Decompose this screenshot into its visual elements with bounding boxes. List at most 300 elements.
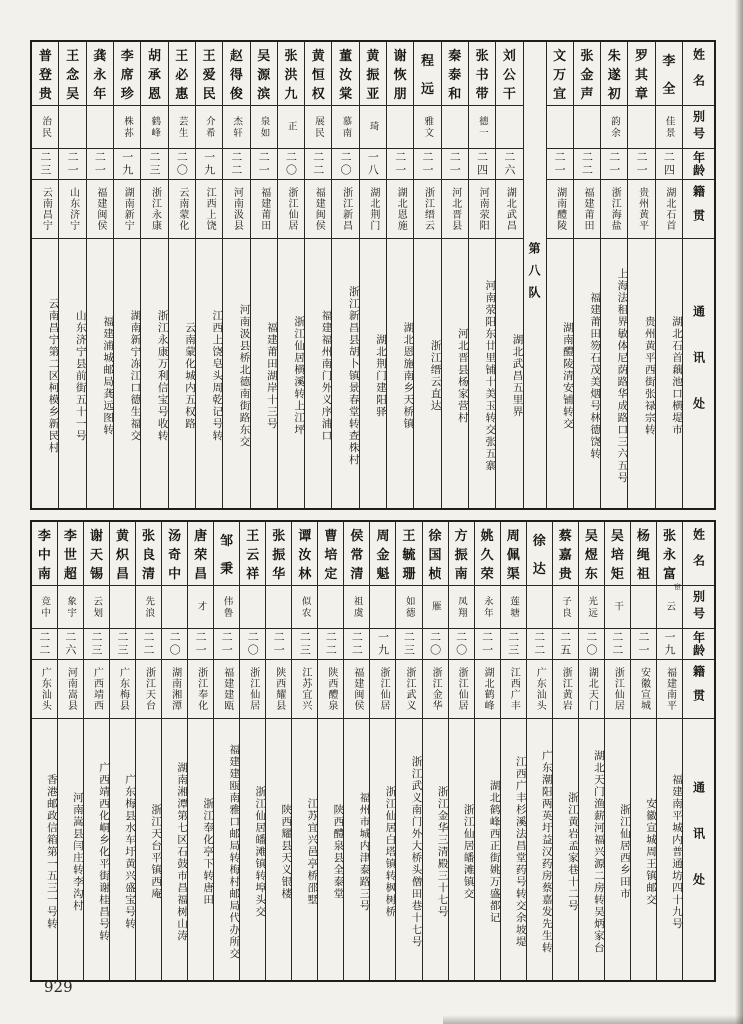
person-name: [442, 42, 468, 106]
person-entry: [656, 42, 683, 508]
header-name: 姓名: [683, 42, 714, 106]
person-age: 二二: [305, 149, 331, 180]
person-name-text: 赵 得 俊: [229, 48, 243, 103]
person-native-place: 安徽宣城: [631, 660, 656, 719]
person-age: 一九: [657, 629, 682, 660]
person-alias: 象宇: [58, 586, 83, 629]
person-alias: 展民: [305, 106, 331, 149]
person-name-text: 刘 公 干: [502, 48, 516, 103]
person-age: 二〇: [240, 629, 265, 660]
person-age: 二二: [136, 629, 161, 660]
person-age: 二二: [574, 149, 600, 180]
person-name: [136, 522, 161, 586]
person-name: [423, 522, 448, 586]
person-entry: [423, 522, 449, 980]
person-age: 二〇: [423, 629, 448, 660]
person-age: 二三: [32, 149, 58, 180]
person-address: 云南蒙化城内五权路: [183, 322, 196, 430]
person-alias: [318, 586, 343, 629]
person-age: 二〇: [162, 629, 187, 660]
person-name-text: 王 念 吴: [66, 48, 80, 103]
person-age: 二二: [344, 629, 369, 660]
person-name: [188, 522, 213, 586]
person-age: 二三: [141, 149, 167, 180]
person-age: 二一: [87, 149, 113, 180]
person-name: [141, 42, 167, 106]
person-entry: [223, 42, 250, 508]
header-age: 年龄: [683, 149, 714, 180]
person-name: [266, 522, 291, 586]
person-age: 二二: [223, 149, 249, 180]
person-name-text: 罗 其 章: [635, 48, 649, 103]
person-address: 江苏宜兴邑亭桥邵墅: [306, 798, 319, 906]
person-native-place: 浙江武义: [396, 660, 421, 719]
person-entry: [601, 42, 628, 508]
person-entry: [387, 42, 414, 508]
person-alias: 琦: [360, 106, 386, 149]
person-name: [32, 522, 57, 586]
person-age: 二一: [601, 149, 627, 180]
person-name-text: 杨 绳 祖: [636, 528, 650, 583]
person-alias: 干: [605, 586, 630, 629]
person-age: 二一: [266, 629, 291, 660]
person-alias: [59, 106, 85, 149]
person-native-place: 浙江新昌: [332, 180, 358, 239]
person-address: 福建南平城内普通坊四十九号: [671, 774, 683, 930]
person-entry: [469, 42, 496, 508]
person-entry: [266, 522, 292, 980]
person-alias: 光远: [579, 586, 604, 629]
header-name: 姓名: [683, 522, 714, 586]
person-name: [628, 42, 654, 106]
person-alias: [574, 106, 600, 149]
person-address: 湖南湘潭第七区石鼓市昌福树山涛: [176, 762, 189, 942]
person-native-place: 湖北荆门: [360, 180, 386, 239]
person-name-text: 李 中 南: [37, 528, 51, 583]
person-name-text: 吴 源 滨: [257, 48, 271, 103]
person-age: 一八: [360, 149, 386, 180]
person-name: [370, 522, 395, 586]
person-alias: 佳景: [656, 106, 682, 149]
person-address: 贵州黄平西街张禄宗转: [643, 316, 656, 436]
person-address: 福建莆田湖岸十三号: [265, 322, 278, 430]
person-name: [278, 42, 304, 106]
person-address: 福建浦城邮局龚远图转: [102, 316, 115, 436]
person-entry: [114, 42, 141, 508]
person-native-place: 广东汕头: [32, 660, 57, 719]
person-entry: [318, 522, 344, 980]
person-native-place: 湖北鹤峰: [475, 660, 500, 719]
person-alias: 介希: [196, 106, 222, 149]
person-name: [32, 42, 58, 106]
person-native-place: 福建建瓯: [214, 660, 239, 719]
person-entry: [631, 522, 657, 980]
person-name-text: 姚 久 荣: [480, 528, 494, 583]
person-address: 浙江永康万利信宝号收转: [156, 310, 169, 442]
person-name: [110, 522, 135, 586]
person-native-place: 福建闽侯: [344, 660, 369, 719]
person-entry: [196, 42, 223, 508]
person-alias: 云: [657, 586, 682, 629]
person-native-place: 广东汕头: [527, 660, 552, 719]
person-alias: 鹤峰: [141, 106, 167, 149]
person-alias: [240, 586, 265, 629]
person-age: 二〇: [579, 629, 604, 660]
person-address: 福建福州南门外义序浦口: [320, 310, 333, 442]
person-age: 二一: [251, 149, 277, 180]
person-age: 二三: [84, 629, 109, 660]
header-address: 通讯处: [691, 780, 706, 919]
person-address: 浙江仙居皤滩镇转埠头交: [254, 786, 267, 918]
person-name: [318, 522, 343, 586]
person-address: 陕西耀县天义银楼: [280, 804, 293, 900]
person-name: [305, 42, 331, 106]
person-name: [631, 522, 656, 586]
header-alias: 别号: [683, 586, 714, 629]
person-name-text: 谢 天 锡: [89, 528, 103, 583]
person-address: 河南嵩县闫庄转李沟村: [71, 792, 84, 912]
person-native-place: 贵州黄平: [628, 180, 654, 239]
person-age: 二二: [605, 629, 630, 660]
person-name-text: 秦 泰 和: [448, 48, 462, 103]
person-name-text: 方 振 南: [454, 528, 468, 583]
person-address: 福州市城内津泰路三号: [358, 792, 371, 912]
person-age: 二〇: [278, 149, 304, 180]
person-native-place: 江西上饶: [196, 180, 222, 239]
person-name: [496, 42, 522, 106]
person-native-place: 浙江仙居: [370, 660, 395, 719]
person-name: [344, 522, 369, 586]
person-entry: [574, 42, 601, 508]
person-address: 浙江天台平镇西庵: [150, 804, 163, 900]
person-address: 湖北武昌五里界: [511, 334, 524, 418]
person-entry: [360, 42, 387, 508]
person-age: 二〇: [332, 149, 358, 180]
person-name: [601, 42, 627, 106]
person-address: 香港邮政信箱第一五三一号转: [45, 774, 58, 930]
person-name-text: 谢 恢 朋: [393, 48, 407, 103]
person-name: [547, 42, 573, 106]
person-age: 二一: [188, 629, 213, 660]
person-alias: 竞中: [32, 586, 57, 629]
person-age: 二三: [110, 629, 135, 660]
person-age: 二六: [58, 629, 83, 660]
person-alias: [110, 586, 135, 629]
person-name-text: 张 书 带: [475, 48, 489, 103]
person-address: 广西靖西化峒乡化平街谢桂昌号转: [97, 762, 110, 942]
person-address: 安徽宣城周王镇邮交: [644, 798, 657, 906]
person-name-text: 周 佩 渠: [506, 528, 520, 583]
person-native-place: 河南汲县: [223, 180, 249, 239]
person-entry: [188, 522, 214, 980]
person-native-place: 广东梅县: [110, 660, 135, 719]
person-name: [469, 42, 495, 106]
person-name: [292, 522, 317, 586]
person-address: 浙江黄岩孟家巷十二号: [566, 792, 579, 912]
person-alias: 雅文: [414, 106, 440, 149]
person-address: 湖北石首藕池口横堤市: [671, 316, 683, 436]
person-name-text: 黄 炽 昌: [115, 528, 129, 583]
person-entry: [475, 522, 501, 980]
person-native-place: 湖南湘潭: [162, 660, 187, 719]
person-native-place: 浙江仙居: [240, 660, 265, 719]
person-native-place: 湖北天门: [579, 660, 604, 719]
person-entry: [547, 42, 574, 508]
person-native-place: 湖南醴陵: [547, 180, 573, 239]
person-address: 广东梅县水车圩黄兴盛宝号转: [124, 774, 137, 930]
person-name: [527, 522, 552, 586]
column-headers: [683, 42, 714, 508]
person-alias: 祖虞: [344, 586, 369, 629]
squad-column: [524, 42, 547, 508]
person-alias: 凤翔: [449, 586, 474, 629]
person-native-place: 浙江黄岩: [553, 660, 578, 719]
person-alias: [628, 106, 654, 149]
scan-edge-shadow-right: [735, 0, 743, 1024]
person-age: 二一: [628, 149, 654, 180]
person-native-place: 浙江仙居: [278, 180, 304, 239]
person-name: [579, 522, 604, 586]
scan-edge-shadow-bottom: [443, 1015, 743, 1024]
person-name-text: 李 世 超: [63, 528, 77, 583]
person-entry: [240, 522, 266, 980]
person-alias: [631, 586, 656, 629]
person-name-text: 胡 承 恩: [148, 48, 162, 103]
person-native-place: 河南荥阳: [469, 180, 495, 239]
person-alias: [547, 106, 573, 149]
person-entry: [87, 42, 114, 508]
person-name-text: 朱 遂 初: [607, 48, 621, 103]
person-name: [387, 42, 413, 106]
person-age: 二二: [32, 629, 57, 660]
person-entry: [305, 42, 332, 508]
person-alias: 才: [188, 586, 213, 629]
person-name: [251, 42, 277, 106]
person-entry: [442, 42, 469, 508]
person-name: [59, 42, 85, 106]
person-name: [657, 522, 682, 591]
person-name-text: 蔡 嘉 贵: [558, 528, 572, 583]
person-alias: 杰轩: [223, 106, 249, 149]
person-native-place: 浙江缙云: [414, 180, 440, 239]
person-alias: 治民: [32, 106, 58, 149]
person-entry: [162, 522, 188, 980]
person-age: 二一: [631, 629, 656, 660]
person-name-text: 张 金 声: [580, 48, 594, 103]
person-native-place: 湖南新宁: [114, 180, 140, 239]
person-alias: [370, 586, 395, 629]
person-native-place: 陕西耀县: [266, 660, 291, 719]
person-name-text: 徐 达: [532, 533, 546, 578]
person-address: 江西广丰杉溪法昌堂药号转交余坡堤: [514, 756, 527, 948]
person-address: 浙江新昌县胡卜镇景春堂转查株村: [347, 286, 360, 466]
person-address: 湖南醴陵清安铺转交: [561, 322, 574, 430]
person-name-text: 王 必 惠: [175, 48, 189, 103]
person-name: [574, 42, 600, 106]
person-name: [605, 522, 630, 586]
person-age: 二六: [496, 149, 522, 180]
person-native-place: 湖北石首: [656, 180, 682, 239]
person-alias: 德一: [469, 106, 495, 149]
person-name: [656, 42, 682, 106]
person-entry: [141, 42, 168, 508]
person-name-text: 张 良 清: [142, 528, 156, 583]
person-address: 浙江奉化亭下转唐田: [202, 798, 215, 906]
person-alias: [442, 106, 468, 149]
person-entry: [370, 522, 396, 980]
person-native-place: 福建闽侯: [87, 180, 113, 239]
person-address: 云南昌宁第二区柯模乡新民村: [47, 298, 60, 454]
person-entry: [332, 42, 359, 508]
person-entry: [169, 42, 196, 508]
person-age: 二四: [469, 149, 495, 180]
person-address: 河南荥阳东廿里铺十美玉转交张五寨: [484, 280, 497, 472]
person-age: 二一: [59, 149, 85, 180]
person-name-text: 吴 培 矩: [610, 528, 624, 583]
person-entry: [136, 522, 162, 980]
person-name-text: 曹 培 定: [324, 528, 338, 583]
person-age: 二四: [656, 149, 682, 180]
top-section: [30, 40, 716, 510]
directory-table: [30, 40, 716, 982]
person-name-text: 吴 煜 东: [584, 528, 598, 583]
person-alias: 如德: [396, 586, 421, 629]
person-name-text: 王 爱 民: [202, 48, 216, 103]
person-address: 湖北天门渔薪河福兴源二房转吴炳家台: [592, 750, 605, 954]
person-native-place: 浙江金华: [423, 660, 448, 719]
person-address: 浙江仙居横溪转上江坪: [293, 316, 306, 436]
person-alias: 云划: [84, 586, 109, 629]
person-alias: 雁: [423, 586, 448, 629]
person-entry: [527, 522, 553, 980]
person-name-text: 王 毓 珊: [402, 528, 416, 583]
person-address: 浙江仙居西乡田市: [618, 804, 631, 900]
person-name: [58, 522, 83, 586]
person-name: [414, 42, 440, 106]
person-name-text: 汤 奇 中: [168, 528, 182, 583]
person-address: 上海法租界敏体尼荫路华成路口三六五号: [616, 268, 629, 484]
person-age: 二二: [527, 629, 552, 660]
person-name-text: 文 万 宜: [553, 48, 567, 103]
person-alias: 泉如: [251, 106, 277, 149]
person-address: 浙江仙居皤滩镇交: [462, 804, 475, 900]
person-native-place: 湖北武昌: [496, 180, 522, 239]
person-entry: [32, 42, 59, 508]
person-name: [449, 522, 474, 586]
person-name-text: 李 全: [662, 53, 676, 98]
person-native-place: 河北晋县: [442, 180, 468, 239]
person-native-place: 江苏宜兴: [292, 660, 317, 719]
person-name-text: 黄 恒 权: [311, 48, 325, 103]
person-alias: 伟鲁: [214, 586, 239, 629]
person-alias: 永年: [475, 586, 500, 629]
person-entry: [110, 522, 136, 980]
person-alias: 子良: [553, 586, 578, 629]
person-entry: [278, 42, 305, 508]
person-entry: [32, 522, 58, 980]
person-native-place: 浙江永康: [141, 180, 167, 239]
person-age: 二五: [553, 629, 578, 660]
person-name: [196, 42, 222, 106]
person-native-place: 湖北恩施: [387, 180, 413, 239]
person-native-place: 浙江海盐: [601, 180, 627, 239]
person-entry: [579, 522, 605, 980]
person-entry: [344, 522, 370, 980]
person-address: 浙江武义南门外大桥头僧田巷十七号: [410, 756, 423, 948]
person-alias: 韵余: [601, 106, 627, 149]
person-alias: 似农: [292, 586, 317, 629]
person-name: [114, 42, 140, 106]
person-address: 浙江仙居白塔镇转枫树桥: [384, 786, 397, 918]
person-name-text: 龚 永 年: [93, 48, 107, 103]
person-entry: [657, 522, 683, 980]
person-alias: [87, 106, 113, 149]
person-alias: 芸生: [169, 106, 195, 149]
person-entry: [58, 522, 84, 980]
person-entry: [84, 522, 110, 980]
person-native-place: 河南嵩县: [58, 660, 83, 719]
person-entry: [414, 42, 441, 508]
person-name: [360, 42, 386, 106]
person-name: [84, 522, 109, 586]
person-name: [553, 522, 578, 586]
person-native-place: 福建南平: [657, 660, 682, 719]
person-address: 河北晋县杨家营村: [456, 328, 469, 424]
header-age: 年龄: [683, 629, 714, 660]
person-native-place: 陕西醴泉: [318, 660, 343, 719]
person-age: 二一: [475, 629, 500, 660]
person-native-place: 福建莆田: [574, 180, 600, 239]
person-name-text: 程 远: [420, 53, 434, 98]
person-name: [214, 522, 239, 586]
person-native-place: 云南蒙化: [169, 180, 195, 239]
person-alias: [387, 106, 413, 149]
person-name-text: 李 席 珍: [120, 48, 134, 103]
person-age: 一九: [196, 149, 222, 180]
person-name-text: 侯 常 清: [350, 528, 364, 583]
person-address: 山东济宁县前街五十一号: [74, 310, 87, 442]
person-address: 浙江金华三清殿三十七号: [436, 786, 449, 918]
person-entry: [501, 522, 527, 980]
person-address: 陕西醴泉县全泰堂: [332, 804, 345, 900]
person-age: 二一: [547, 149, 573, 180]
person-name-text: 张 永 富 宦: [662, 528, 681, 591]
person-alias: 莲塘: [501, 586, 526, 629]
person-alias: 株荪: [114, 106, 140, 149]
person-name-text: 普 登 贵: [38, 48, 52, 103]
person-alias: 慕南: [332, 106, 358, 149]
person-entry: [214, 522, 240, 980]
person-name: [501, 522, 526, 586]
person-entry: [553, 522, 579, 980]
person-age: 二一: [442, 149, 468, 180]
squad-label: 第八队: [527, 242, 542, 308]
person-address: 河南汲县桥北德南街路东交: [238, 304, 251, 448]
person-address: 广东潮阳两英圩益汉药房蔡嘉发先生转: [540, 750, 553, 954]
person-entry: [449, 522, 475, 980]
person-age: 二〇: [169, 149, 195, 180]
person-alias: 正: [278, 106, 304, 149]
person-alias: [527, 586, 552, 629]
person-age: 二三: [501, 629, 526, 660]
person-native-place: 浙江奉化: [188, 660, 213, 719]
person-age: 二三: [396, 629, 421, 660]
person-native-place: 浙江天台: [136, 660, 161, 719]
person-name: [87, 42, 113, 106]
person-name: [475, 522, 500, 586]
person-native-place: 江西广丰: [501, 660, 526, 719]
person-age: 二〇: [449, 629, 474, 660]
